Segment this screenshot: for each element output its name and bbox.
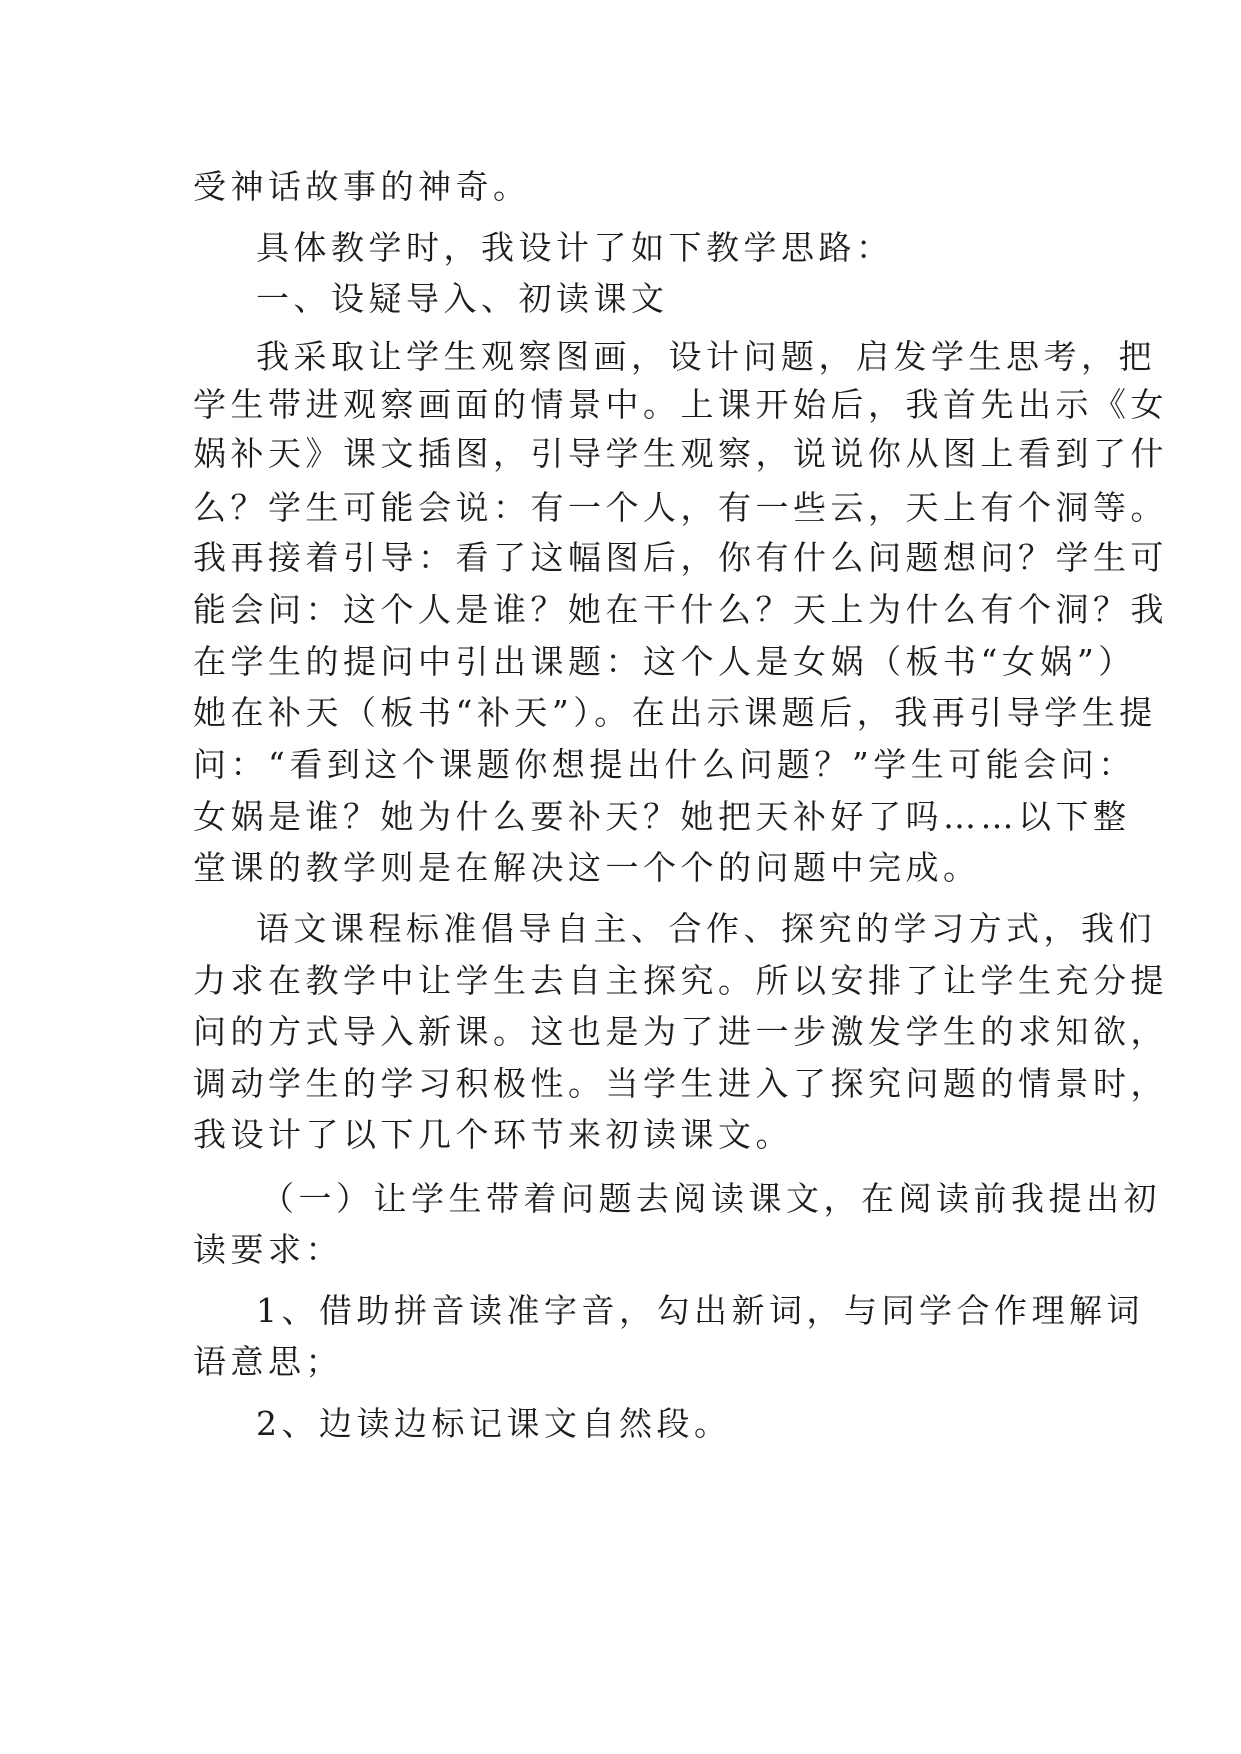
text-line: 力求在教学中让学生去自主探究。所以安排了让学生充分提 [193,961,1168,1000]
text-line: 学生带进观察画面的情景中。上课开始后，我首先出示《女 [193,385,1168,424]
text-line: 她在补天（板书“补天”）。在出示课题后，我再引导学生提 [193,693,1157,732]
text-line: 问：“看到这个课题你想提出什么问题？”学生可能会问： [193,745,1136,784]
text-line: 具体教学时，我设计了如下教学思路： [256,228,894,267]
text-line: 问的方式导入新课。这也是为了进一步激发学生的求知欲， [193,1012,1168,1051]
text-line: 能会问：这个人是谁？她在干什么？天上为什么有个洞？我 [193,590,1168,629]
text-line: 我采取让学生观察图画，设计问题，启发学生思考，把 [256,337,1156,376]
text-line: 受神话故事的神奇。 [193,167,531,206]
text-line: （一）让学生带着问题去阅读课文，在阅读前我提出初 [261,1179,1161,1218]
text-line: 么？学生可能会说：有一个人，有一些云，天上有个洞等。 [193,488,1168,527]
text-line: 女娲是谁？她为什么要补天？她把天补好了吗……以下整 [193,797,1131,836]
list-item: 2、边读边标记课文自然段。 [256,1404,732,1443]
text-line: 我再接着引导：看了这幅图后，你有什么问题想问？学生可 [193,538,1168,577]
text-line: 在学生的提问中引出课题：这个人是女娲（板书“女娲”） [193,642,1136,681]
text-line: 我设计了以下几个环节来初读课文。 [193,1115,793,1154]
text-line: 调动学生的学习积极性。当学生进入了探究问题的情景时， [193,1064,1168,1103]
text-line: 读要求： [193,1230,343,1269]
text-line: 语文课程标准倡导自主、合作、探究的学习方式，我们 [256,909,1156,948]
text-line: 堂课的教学则是在解决这一个个的问题中完成。 [193,848,981,887]
text-line: 语意思； [193,1342,343,1381]
section-heading: 一、设疑导入、初读课文 [256,279,669,318]
text-line: 娲补天》课文插图，引导学生观察，说说你从图上看到了什 [193,434,1168,473]
list-item: 1、借助拼音读准字音，勾出新词，与同学合作理解词 [256,1291,1144,1330]
